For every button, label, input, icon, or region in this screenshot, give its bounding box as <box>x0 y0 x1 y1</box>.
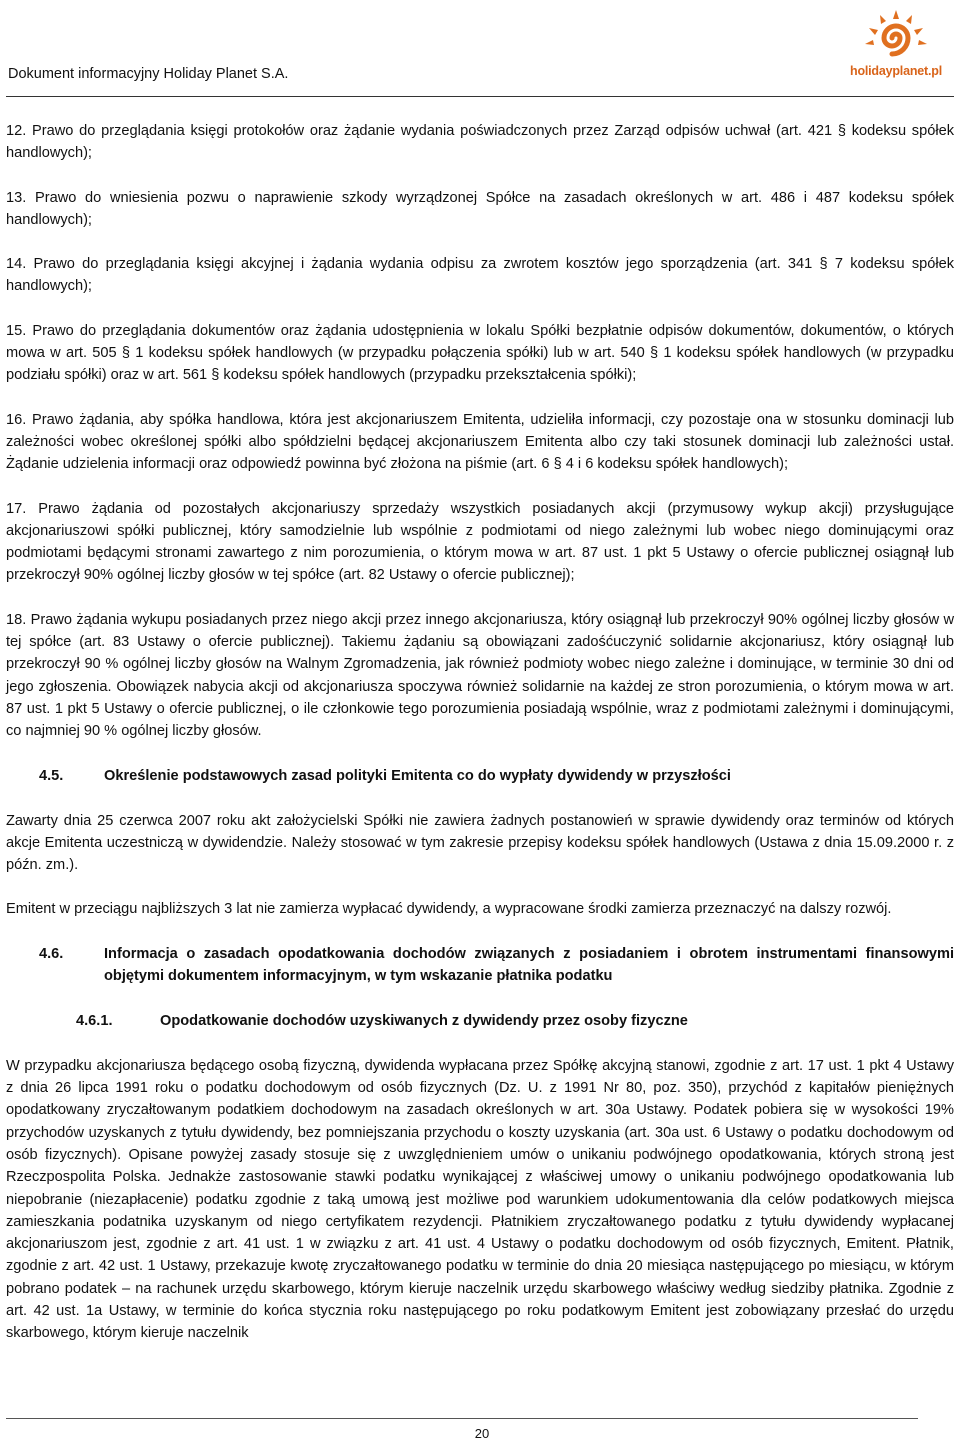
section-title: Określenie podstawowych zasad polityki Emitenta co do wypłaty dywidendy w przyszłości <box>104 767 731 784</box>
rights-item-15: 15. Prawo do przeglądania dokumentów oraz żądania udostępnienia w lokalu Spółki bezpłatnie odpisów dokumentów, dokumentów, o których mowa w art. 505 § 1 kodeksu spółek handlowych (w przypadku połączenia spółki) lub w art. 540 § 1 kodeksu spółek handlowych (w przypadku podziału spółki) oraz w art. 561 § kodeksu spółek handlowych (przypadku przekształcenia spółki); <box>6 322 954 384</box>
spiral-sun-icon <box>860 8 932 66</box>
document-body <box>6 120 954 1345</box>
logo-text: holidayplanet.pl <box>850 64 942 78</box>
section-4-6-heading <box>39 943 954 987</box>
section-number: 4.5. <box>39 767 64 784</box>
section-number: 4.6.1. <box>76 1012 113 1029</box>
footer-divider <box>6 1418 918 1419</box>
dividend-policy-paragraph-2: Emitent w przeciągu najbliższych 3 lat nie zamierza wypłacać dywidendy, a wypracowane środki zamierza przeznaczyć na dalszy rozwój. <box>6 901 892 918</box>
page-header <box>0 0 960 94</box>
header-divider <box>6 96 954 97</box>
holidayplanet-logo <box>838 8 954 84</box>
rights-item-12: 12. Prawo do przeglądania księgi protokołów oraz żądanie wydania poświadczonych przez Zarząd odpisów uchwał (art. 421 § kodeksu spółek handlowych); <box>6 123 954 162</box>
rights-item-13: 13. Prawo do wniesienia pozwu o naprawienie szkody wyrządzonej Spółce na zasadach określonych w art. 486 i 487 kodeksu spółek handlowych); <box>6 189 954 228</box>
section-number: 4.6. <box>39 945 64 962</box>
section-4-6-1-heading <box>76 1010 954 1032</box>
document-title: Dokument informacyjny Holiday Planet S.A. <box>8 66 289 82</box>
rights-item-18: 18. Prawo żądania wykupu posiadanych przez niego akcji przez innego akcjonariusza, który osiągnął lub przekroczył 90% ogólnej liczby głosów w tej spółce (art. 83 Ustawy o ofercie publicznej). Takiemu żądaniu są obowiązani zadośćuczynić solidarnie akcjonariusz, który osiągnął lub przekroczył 90 % ogólnej liczby głosów na Walnym Zgromadzenia, jak również podmioty wobec niego zależne i dominujące, w terminie 30 dni od jego zgłoszenia. Obowiązek nabycia akcji od akcjonariusza spoczywa również solidarnie na każdej ze stron porozumienia, o którym mowa w art. 87 ust. 1 pkt 5 Ustawy o ofercie publicznej, o ile członkowie tego porozumienia posiadają wspólnie, wraz z podmiotami zależnymi i dominującymi, co najmniej 90 % ogólnej liczby głosów. <box>6 611 954 740</box>
page-number: 20 <box>474 1426 490 1441</box>
dividend-policy-paragraph-1: Zawarty dnia 25 czerwca 2007 roku akt założycielski Spółki nie zawiera żadnych postanowień w sprawie dywidendy oraz terminów od których akcje Emitenta uczestniczą w dywidendzie. Należy stosować w tym zakresie przepisy kodeksu spółek handlowych (Ustawa z dnia 15.09.2000 r. z późn. zm.). <box>6 812 954 874</box>
section-4-5-heading <box>39 765 954 787</box>
section-title: Informacja o zasadach opodatkowania dochodów związanych z posiadaniem i obrotem instrumentami finansowymi objętymi dokumentem informacyjnym, w tym wskazanie płatnika podatku <box>104 945 954 984</box>
rights-item-16: 16. Prawo żądania, aby spółka handlowa, która jest akcjonariuszem Emitenta, udzieliła informacji, czy pozostaje ona w stosunku dominacji lub zależności wobec określonej spółki albo spółdzielni będącej akcjonariuszem Emitenta albo czy taki stosunek dominacji lub zależności ustał. Żądanie udzielenia informacji oraz odpowiedź powinna być złożona na piśmie (art. 6 § 4 i 6 kodeksu spółek handlowych); <box>6 411 954 473</box>
section-title: Opodatkowanie dochodów uzyskiwanych z dywidendy przez osoby fizyczne <box>160 1012 688 1029</box>
rights-item-17: 17. Prawo żądania od pozostałych akcjonariuszy sprzedaży wszystkich posiadanych akcji (przymusowy wykup akcji) przysługujące akcjonariuszowi spółki publicznej, który samodzielnie lub wspólnie z podmiotami od niego zależnymi lub wobec niego dominującymi oraz podmiotami będącymi stronami zawartego z nim porozumienia, o którym mowa w art. 87 ust. 1 pkt 5 Ustawy o ofercie publicznej osiągnął lub przekroczył 90% ogólnej liczby głosów w tej spółce (art. 82 Ustawy o ofercie publicznej); <box>6 500 954 584</box>
dividend-tax-paragraph: W przypadku akcjonariusza będącego osobą fizyczną, dywidenda wypłacana przez Spółkę akcyjną stanowi, zgodnie z art. 17 ust. 1 pkt 4 Ustawy z dnia 26 lipca 1991 roku o podatku dochodowym od osób fizycznych (Dz. U. z 1991 Nr 80, poz. 350), przychód z kapitałów pieniężnych opodatkowany zryczałtowanym podatkiem dochodowym na zasadach określonych w art. 30a Ustawy. Podatek pobiera się w wysokości 19% przychodów uzyskanych z tytułu dywidendy, bez pomniejszania przychodu o koszty uzyskania (art. 30a ust. 6 Ustawy o podatku dochodowym od osób fizycznych). Opisane powyżej zasady stosuje się z uwzględnieniem umów o unikaniu podwójnego opodatkowania, których stroną jest Rzeczpospolita Polska. Jednakże zastosowanie stawki podatku wynikającej z właściwej umowy o unikaniu podwójnego opodatkowania lub niepobranie (niezapłacenie) podatku zgodnie z taką umową jest możliwe pod warunkiem udokumentowania dla celów podatkowych miejsca zamieszkania podatnika uzyskanym od niego certyfikatem rezydencji. Płatnikiem zryczałtowanego podatku z tytułu dywidendy wypłacanej akcjonariuszom jest, zgodnie z art. 41 ust. 1 w związku z art. 41 ust. 4 Ustawy o podatku dochodowym od osób fizycznych, Emitent. Płatnik, zgodnie z art. 42 ust. 1 Ustawy, przekazuje kwotę zryczałtowanego podatku w terminie do dnia 20 miesiąca następującego po miesiącu, w którym pobrano podatek – na rachunek urzędu skarbowego, którym kieruje naczelnik urzędu skarbowego właściwy według siedziby płatnika. Zgodnie z art. 42 ust. 1a Ustawy, w terminie do końca stycznia roku następującego po roku podatkowym Emitent jest zobowiązany przesłać do urzędu skarbowego, którym kieruje naczelnik <box>6 1057 954 1342</box>
rights-item-14: 14. Prawo do przeglądania księgi akcyjnej i żądania wydania odpisu za zwrotem kosztów jego sporządzenia (art. 341 § 7 kodeksu spółek handlowych); <box>6 256 954 295</box>
